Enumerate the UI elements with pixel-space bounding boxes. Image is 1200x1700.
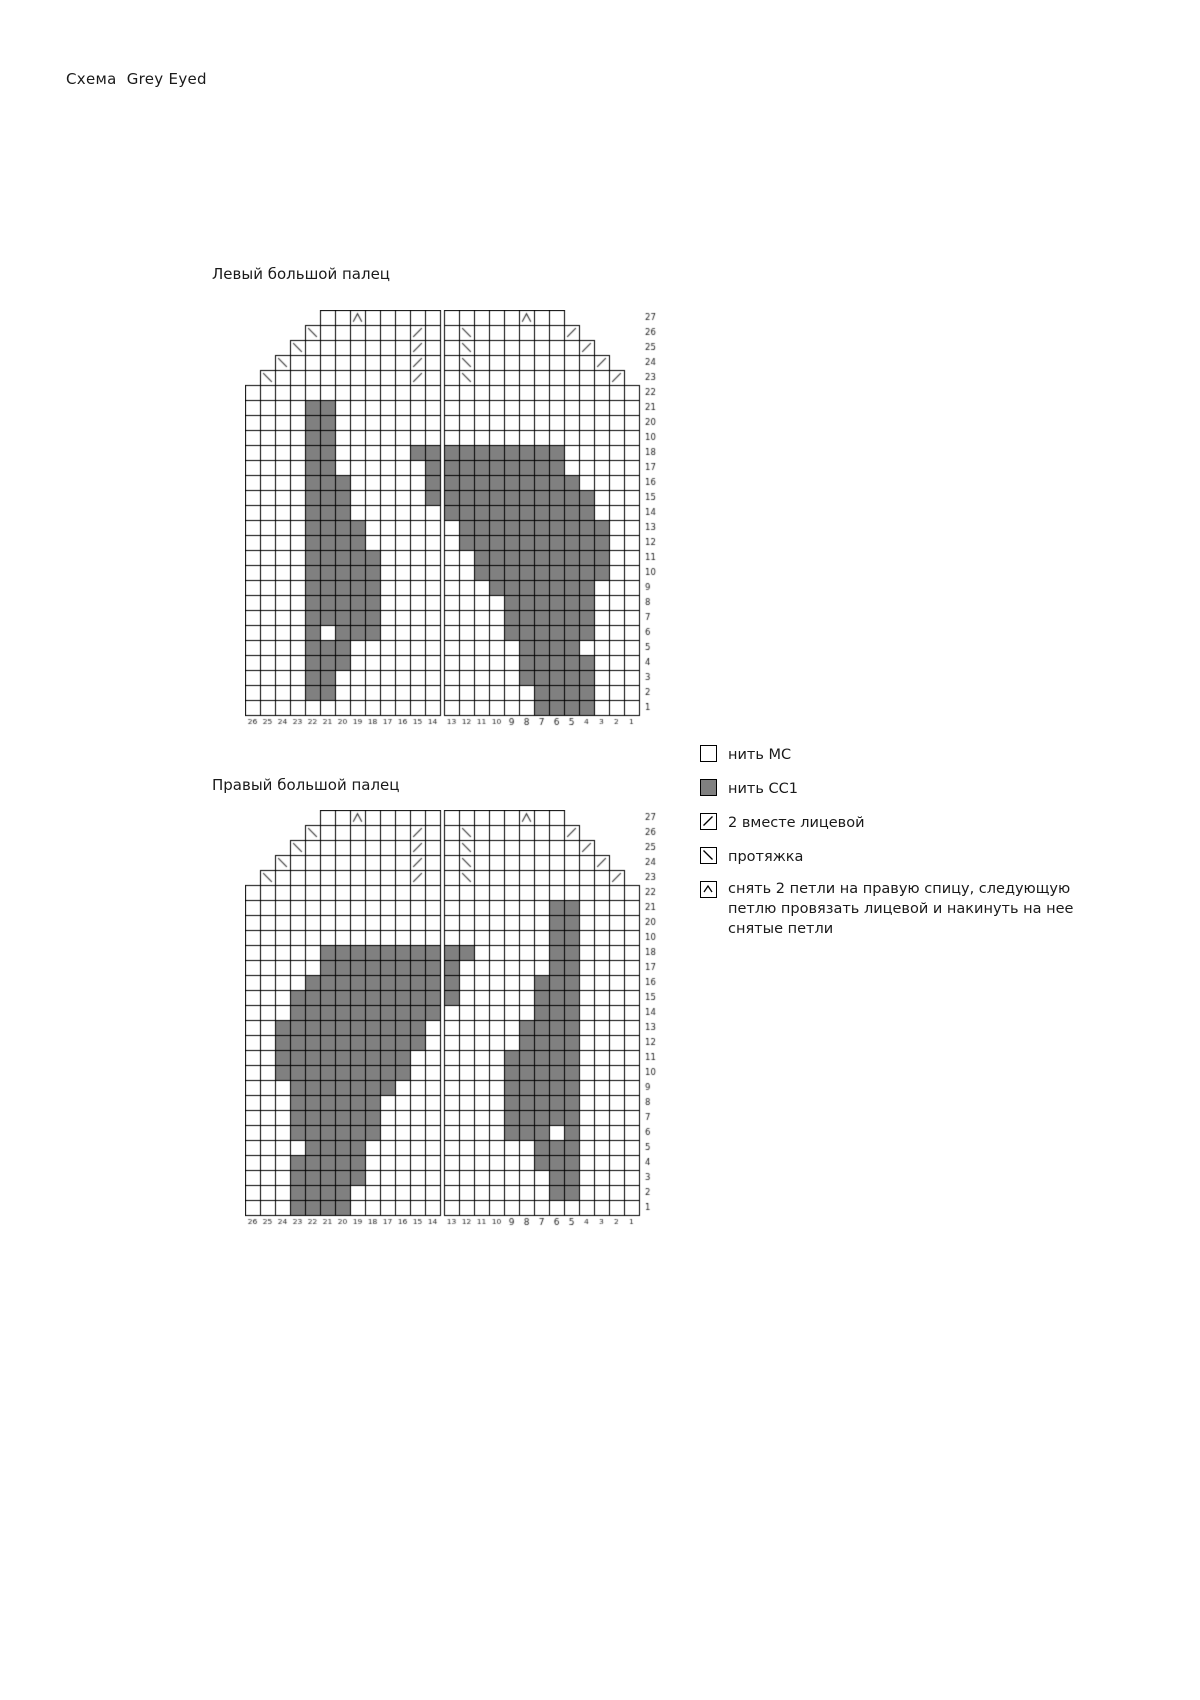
legend-label-mc: нить МС	[728, 747, 792, 763]
knitting-chart-right-thumb	[245, 810, 675, 1240]
cc1-swatch-icon	[700, 779, 717, 796]
legend-label-cdd: снять 2 петли на правую спицу, следующую петлю провязать лицевой и накинуть на нее снятые петли	[728, 881, 1074, 937]
legend-item-mc	[700, 745, 1100, 765]
k2tog-icon	[700, 813, 717, 830]
legend-item-cdd	[700, 881, 1100, 939]
cdd-icon	[700, 881, 717, 898]
chart-title-right: Правый большой палец	[212, 776, 400, 794]
ssk-icon	[700, 847, 717, 864]
legend	[700, 745, 1100, 953]
chart-canvas-left	[245, 310, 675, 740]
page-title: Схема Grey Eyed	[66, 70, 207, 88]
chart-title-left: Левый большой палец	[212, 265, 391, 283]
legend-item-ssk	[700, 847, 1100, 867]
legend-label-cc1: нить СС1	[728, 781, 798, 797]
legend-label-ssk: протяжка	[728, 849, 804, 865]
chart-canvas-right	[245, 810, 675, 1240]
legend-label-k2tog: 2 вместе лицевой	[728, 815, 865, 831]
legend-item-cc1	[700, 779, 1100, 799]
knitting-chart-left-thumb	[245, 310, 675, 740]
legend-item-k2tog	[700, 813, 1100, 833]
mc-swatch-icon	[700, 745, 717, 762]
